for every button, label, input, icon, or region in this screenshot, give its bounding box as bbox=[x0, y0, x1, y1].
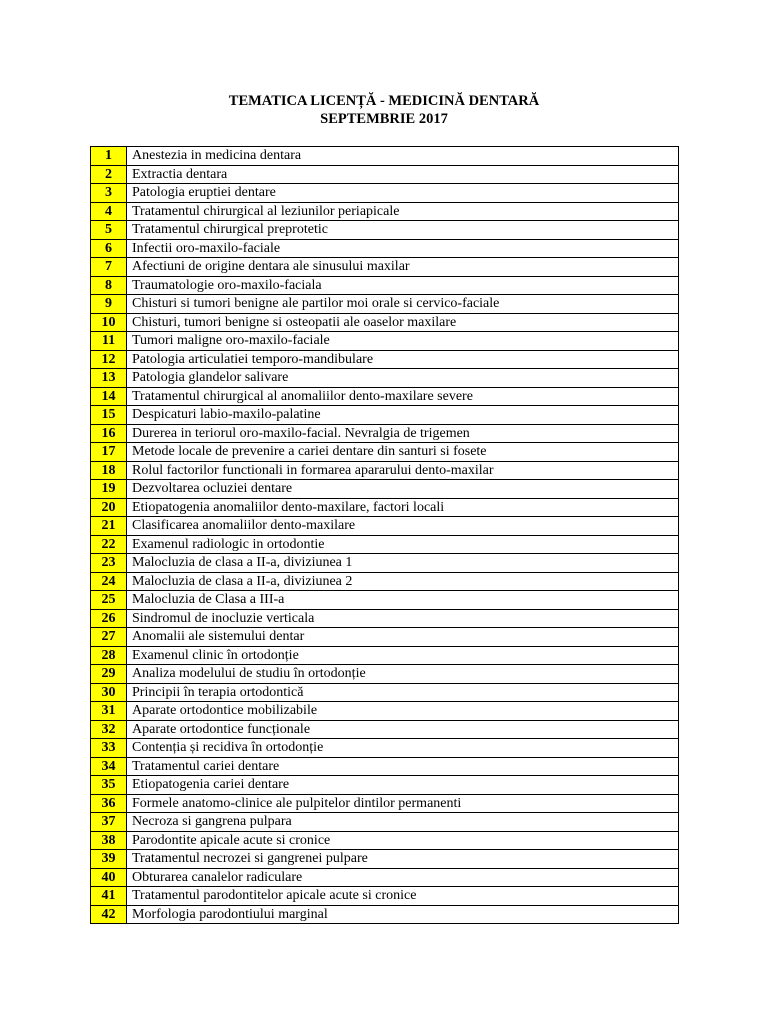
table-row bbox=[91, 628, 679, 647]
table-row bbox=[91, 480, 679, 499]
topic-title: Tumori maligne oro-maxilo-faciale bbox=[127, 332, 679, 351]
topic-title: Afectiuni de origine dentara ale sinusului maxilar bbox=[127, 258, 679, 277]
topic-title: Sindromul de inocluzie verticala bbox=[127, 609, 679, 628]
topic-number: 7 bbox=[91, 258, 127, 277]
topic-number: 35 bbox=[91, 776, 127, 795]
topic-number: 29 bbox=[91, 665, 127, 684]
table-row bbox=[91, 702, 679, 721]
topics-table bbox=[90, 146, 679, 924]
table-row bbox=[91, 147, 679, 166]
topic-title: Contenția și recidiva în ortodonție bbox=[127, 739, 679, 758]
topic-number: 9 bbox=[91, 295, 127, 314]
table-row bbox=[91, 646, 679, 665]
topic-number: 37 bbox=[91, 813, 127, 832]
topic-title: Principii în terapia ortodontică bbox=[127, 683, 679, 702]
topic-title: Analiza modelului de studiu în ortodonție bbox=[127, 665, 679, 684]
topic-number: 30 bbox=[91, 683, 127, 702]
topic-title: Patologia eruptiei dentare bbox=[127, 184, 679, 203]
document-title: TEMATICA LICENȚĂ - MEDICINĂ DENTARĂ bbox=[228, 93, 540, 109]
topic-title: Patologia glandelor salivare bbox=[127, 369, 679, 388]
topic-number: 18 bbox=[91, 461, 127, 480]
table-row bbox=[91, 461, 679, 480]
topic-number: 11 bbox=[91, 332, 127, 351]
table-row bbox=[91, 258, 679, 277]
topic-title: Clasificarea anomaliilor dento-maxilare bbox=[127, 517, 679, 536]
topic-number: 42 bbox=[91, 905, 127, 924]
topic-title: Despicaturi labio-maxilo-palatine bbox=[127, 406, 679, 425]
topic-number: 28 bbox=[91, 646, 127, 665]
topic-number: 40 bbox=[91, 868, 127, 887]
table-row bbox=[91, 683, 679, 702]
topic-title: Tratamentul chirurgical al leziunilor periapicale bbox=[127, 202, 679, 221]
topic-title: Metode locale de prevenire a cariei dentare din santuri si fosete bbox=[127, 443, 679, 462]
table-row bbox=[91, 165, 679, 184]
table-row bbox=[91, 424, 679, 443]
topic-title: Durerea in teriorul oro-maxilo-facial. Nevralgia de trigemen bbox=[127, 424, 679, 443]
topic-number: 26 bbox=[91, 609, 127, 628]
table-row bbox=[91, 665, 679, 684]
topic-number: 14 bbox=[91, 387, 127, 406]
topic-number: 6 bbox=[91, 239, 127, 258]
topic-title: Etiopatogenia cariei dentare bbox=[127, 776, 679, 795]
topic-title: Malocluzia de Clasa a III-a bbox=[127, 591, 679, 610]
topic-number: 16 bbox=[91, 424, 127, 443]
topic-number: 36 bbox=[91, 794, 127, 813]
table-row bbox=[91, 887, 679, 906]
topic-number: 10 bbox=[91, 313, 127, 332]
table-row bbox=[91, 239, 679, 258]
table-row bbox=[91, 868, 679, 887]
topic-title: Aparate ortodontice mobilizabile bbox=[127, 702, 679, 721]
table-row bbox=[91, 739, 679, 758]
table-row bbox=[91, 276, 679, 295]
table-row bbox=[91, 202, 679, 221]
topic-number: 1 bbox=[91, 147, 127, 166]
topic-title: Aparate ortodontice funcționale bbox=[127, 720, 679, 739]
table-row bbox=[91, 332, 679, 351]
table-row bbox=[91, 813, 679, 832]
topic-number: 23 bbox=[91, 554, 127, 573]
topic-title: Tratamentul chirurgical preprotetic bbox=[127, 221, 679, 240]
table-row bbox=[91, 794, 679, 813]
topic-number: 32 bbox=[91, 720, 127, 739]
table-row bbox=[91, 406, 679, 425]
topic-number: 21 bbox=[91, 517, 127, 536]
topic-title: Tratamentul parodontitelor apicale acute si cronice bbox=[127, 887, 679, 906]
table-row bbox=[91, 295, 679, 314]
topic-title: Chisturi si tumori benigne ale partilor moi orale si cervico-faciale bbox=[127, 295, 679, 314]
topic-number: 33 bbox=[91, 739, 127, 758]
topic-title: Parodontite apicale acute si cronice bbox=[127, 831, 679, 850]
topic-number: 3 bbox=[91, 184, 127, 203]
table-row bbox=[91, 535, 679, 554]
table-row bbox=[91, 776, 679, 795]
topic-number: 25 bbox=[91, 591, 127, 610]
table-row bbox=[91, 443, 679, 462]
table-row bbox=[91, 905, 679, 924]
topic-number: 22 bbox=[91, 535, 127, 554]
topic-number: 24 bbox=[91, 572, 127, 591]
table-row bbox=[91, 591, 679, 610]
table-row bbox=[91, 831, 679, 850]
topic-number: 31 bbox=[91, 702, 127, 721]
topics-table-body bbox=[91, 147, 679, 924]
topic-number: 15 bbox=[91, 406, 127, 425]
topic-number: 19 bbox=[91, 480, 127, 499]
topic-title: Malocluzia de clasa a II-a, diviziunea 2 bbox=[127, 572, 679, 591]
table-row bbox=[91, 350, 679, 369]
table-row bbox=[91, 387, 679, 406]
table-row bbox=[91, 609, 679, 628]
topic-number: 27 bbox=[91, 628, 127, 647]
topic-number: 41 bbox=[91, 887, 127, 906]
table-row bbox=[91, 517, 679, 536]
table-row bbox=[91, 221, 679, 240]
topic-title: Rolul factorilor functionali in formarea apararului dento-maxilar bbox=[127, 461, 679, 480]
topic-number: 13 bbox=[91, 369, 127, 388]
topic-title: Dezvoltarea ocluziei dentare bbox=[127, 480, 679, 499]
topic-number: 39 bbox=[91, 850, 127, 869]
topic-number: 8 bbox=[91, 276, 127, 295]
table-row bbox=[91, 554, 679, 573]
topic-title: Patologia articulatiei temporo-mandibulare bbox=[127, 350, 679, 369]
topic-title: Morfologia parodontiului marginal bbox=[127, 905, 679, 924]
topic-number: 38 bbox=[91, 831, 127, 850]
topic-title: Etiopatogenia anomaliilor dento-maxilare, factori locali bbox=[127, 498, 679, 517]
topic-number: 12 bbox=[91, 350, 127, 369]
topic-title: Malocluzia de clasa a II-a, diviziunea 1 bbox=[127, 554, 679, 573]
topic-title: Necroza si gangrena pulpara bbox=[127, 813, 679, 832]
topic-title: Extractia dentara bbox=[127, 165, 679, 184]
table-row bbox=[91, 757, 679, 776]
topic-number: 4 bbox=[91, 202, 127, 221]
table-row bbox=[91, 572, 679, 591]
topic-title: Tratamentul necrozei si gangrenei pulpare bbox=[127, 850, 679, 869]
table-row bbox=[91, 313, 679, 332]
topic-title: Obturarea canalelor radiculare bbox=[127, 868, 679, 887]
topic-title: Formele anatomo-clinice ale pulpitelor dintilor permanenti bbox=[127, 794, 679, 813]
topic-number: 17 bbox=[91, 443, 127, 462]
topic-title: Examenul clinic în ortodonție bbox=[127, 646, 679, 665]
topic-number: 5 bbox=[91, 221, 127, 240]
topic-number: 2 bbox=[91, 165, 127, 184]
table-row bbox=[91, 498, 679, 517]
topic-number: 34 bbox=[91, 757, 127, 776]
topic-title: Chisturi, tumori benigne si osteopatii ale oaselor maxilare bbox=[127, 313, 679, 332]
topic-title: Anestezia in medicina dentara bbox=[127, 147, 679, 166]
topic-number: 20 bbox=[91, 498, 127, 517]
topic-title: Traumatologie oro-maxilo-faciala bbox=[127, 276, 679, 295]
document-subtitle: SEPTEMBRIE 2017 bbox=[320, 111, 448, 127]
table-row bbox=[91, 850, 679, 869]
topic-title: Infectii oro-maxilo-faciale bbox=[127, 239, 679, 258]
topic-title: Anomalii ale sistemului dentar bbox=[127, 628, 679, 647]
table-row bbox=[91, 369, 679, 388]
topic-title: Examenul radiologic in ortodontie bbox=[127, 535, 679, 554]
topic-title: Tratamentul cariei dentare bbox=[127, 757, 679, 776]
table-row bbox=[91, 720, 679, 739]
topic-title: Tratamentul chirurgical al anomaliilor dento-maxilare severe bbox=[127, 387, 679, 406]
table-row bbox=[91, 184, 679, 203]
